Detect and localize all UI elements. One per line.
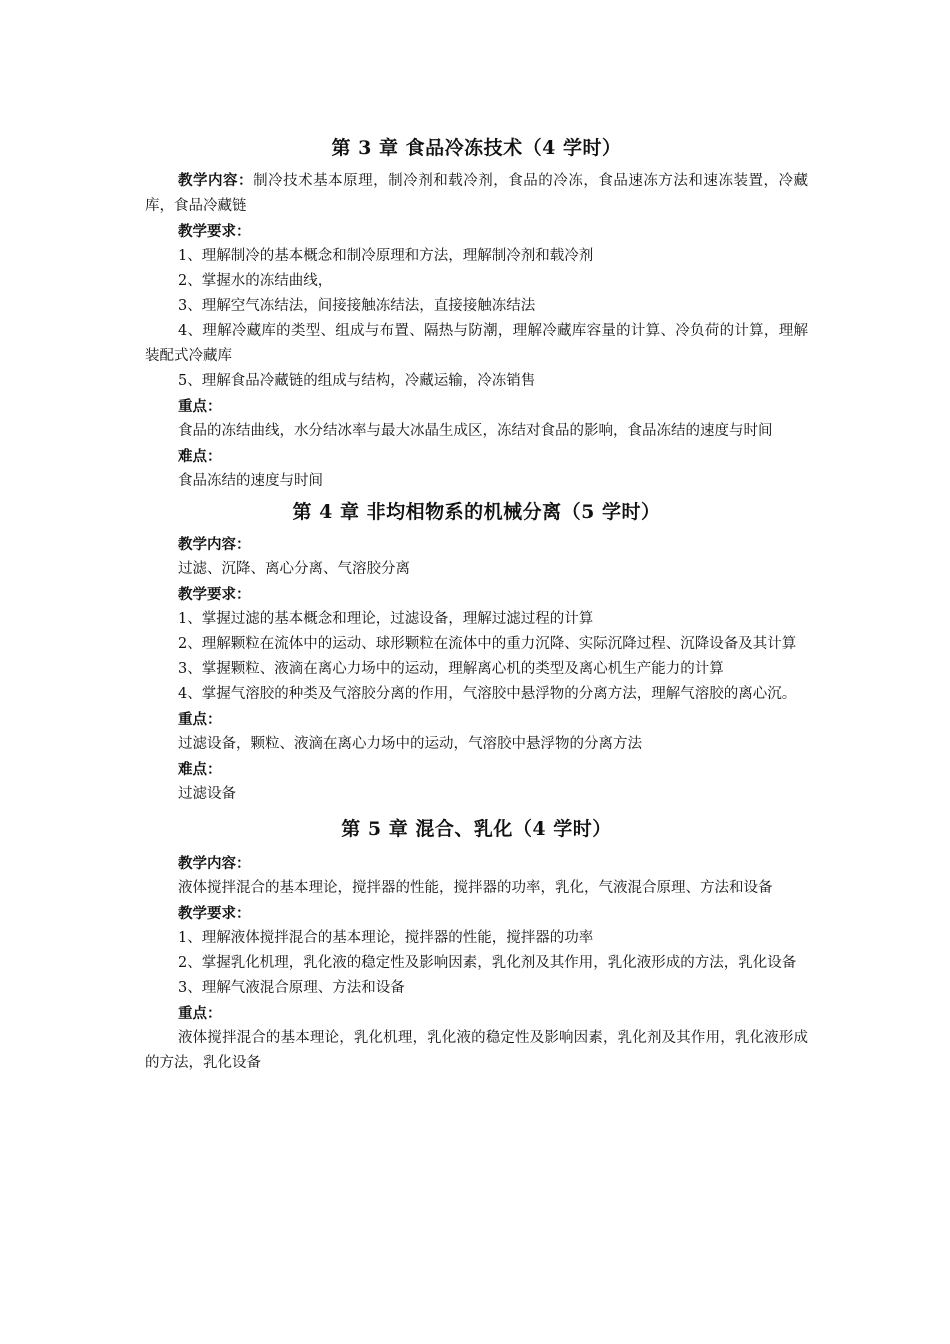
requirements-label: 教学要求： bbox=[178, 223, 251, 240]
content-label: 教学内容： bbox=[178, 172, 254, 189]
content-text: 液体搅拌混合的基本理论，搅拌器的性能，搅拌器的功率，乳化，气液混合原理、方法和设备 bbox=[178, 880, 773, 896]
content-label: 教学内容： bbox=[178, 855, 251, 872]
chapter-4-title: 第 4 章 非均相物系的机械分离（5 学时） bbox=[292, 501, 661, 523]
requirement-item: 1、掌握过滤的基本概念和理论，过滤设备，理解过滤过程的计算 bbox=[178, 611, 594, 627]
requirement-item: 5、理解食品冷藏链的组成与结构，冷藏运输，冷冻销售 bbox=[178, 373, 536, 389]
difficulties-label: 难点： bbox=[178, 761, 222, 778]
requirement-item: 2、掌握水的冻结曲线， bbox=[178, 273, 333, 289]
chapter-3-title: 第 3 章 食品冷冻技术（4 学时） bbox=[331, 137, 622, 159]
content-text: 制冷技术基本原理，制冷剂和载冷剂，食品的冷冻，食品速冻方法和速冻装置，冷藏库，食品冷藏链 bbox=[145, 173, 808, 214]
content-text: 过滤、沉降、离心分离、气溶胶分离 bbox=[178, 561, 410, 577]
document-page bbox=[145, 134, 808, 1076]
requirement-item: 2、理解颗粒在流体中的运动、球形颗粒在流体中的重力沉降、实际沉降过程、沉降设备及其计算 bbox=[178, 636, 797, 652]
chapter-3-content bbox=[145, 168, 808, 219]
requirements-label: 教学要求： bbox=[178, 586, 251, 603]
key-points-text: 过滤设备，颗粒、液滴在离心力场中的运动，气溶胶中悬浮物的分离方法 bbox=[178, 736, 642, 752]
chapter-5-title: 第 5 章 混合、乳化（4 学时） bbox=[341, 818, 612, 840]
requirement-item: 3、理解空气冻结法，间接接触冻结法，直接接触冻结法 bbox=[178, 298, 536, 314]
difficulties-text: 过滤设备 bbox=[178, 786, 236, 802]
content-label: 教学内容： bbox=[178, 536, 251, 553]
requirement-item: 1、理解液体搅拌混合的基本理论，搅拌器的性能，搅拌器的功率 bbox=[178, 930, 594, 946]
difficulties-label: 难点： bbox=[178, 448, 222, 465]
key-points-label: 重点： bbox=[178, 398, 222, 415]
chapter-5 bbox=[145, 815, 808, 1076]
key-points-label: 重点： bbox=[178, 711, 222, 728]
chapter-3 bbox=[145, 134, 808, 494]
key-points-label: 重点： bbox=[178, 1005, 222, 1022]
key-points-text: 液体搅拌混合的基本理论，乳化机理，乳化液的稳定性及影响因素，乳化剂及其作用，乳化液形成的方法，乳化设备 bbox=[145, 1030, 808, 1071]
chapter-4 bbox=[145, 498, 808, 807]
requirement-item: 1、理解制冷的基本概念和制冷原理和方法，理解制冷剂和载冷剂 bbox=[178, 248, 594, 264]
requirement-item: 3、理解气液混合原理、方法和设备 bbox=[178, 980, 405, 996]
requirement-item: 4、掌握气溶胶的种类及气溶胶分离的作用，气溶胶中悬浮物的分离方法，理解气溶胶的离心沉。 bbox=[178, 686, 797, 702]
key-points-text: 食品的冻结曲线，水分结冰率与最大冰晶生成区，冻结对食品的影响，食品冻结的速度与时间 bbox=[178, 423, 773, 439]
requirement-item: 3、掌握颗粒、液滴在离心力场中的运动，理解离心机的类型及离心机生产能力的计算 bbox=[178, 661, 724, 677]
requirement-item: 2、掌握乳化机理，乳化液的稳定性及影响因素，乳化剂及其作用，乳化液形成的方法，乳化设备 bbox=[178, 955, 797, 971]
requirement-item: 4、理解冷藏库的类型、组成与布置、隔热与防潮，理解冷藏库容量的计算、冷负荷的计算，理解装配式冷藏库 bbox=[145, 323, 808, 364]
requirements-label: 教学要求： bbox=[178, 905, 251, 922]
difficulties-text: 食品冻结的速度与时间 bbox=[178, 473, 323, 489]
